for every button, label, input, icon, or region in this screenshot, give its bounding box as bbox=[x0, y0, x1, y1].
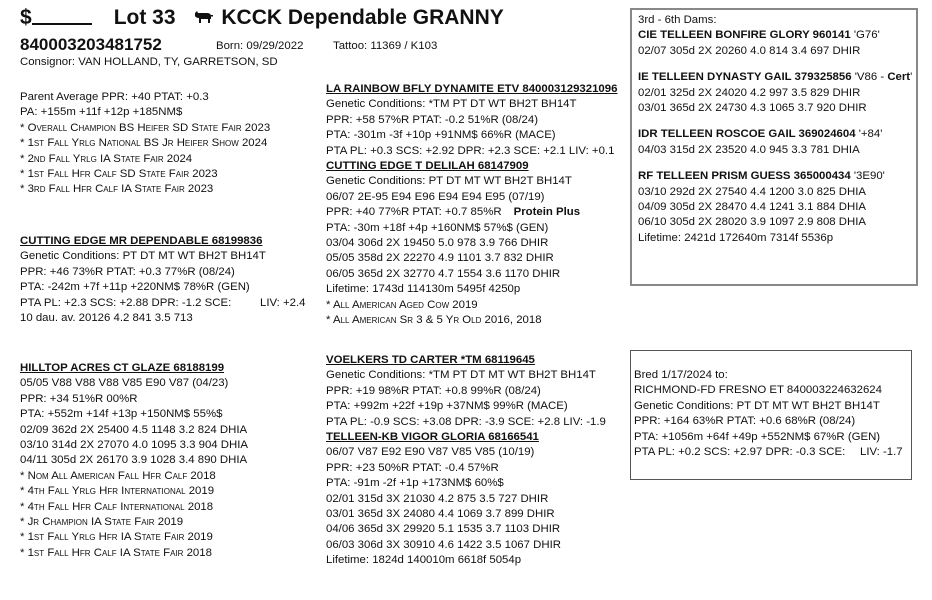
granddam2-line: 04/06 365d 3X 29920 5.1 1535 3.7 1103 DHIR bbox=[326, 523, 561, 536]
dam-line: 04/11 305d 2X 26170 3.9 1028 3.4 890 DHIA bbox=[20, 454, 248, 467]
dam-name-text: RF TELLEEN PRISM GUESS 365000434 bbox=[638, 170, 851, 183]
award-line: * 4th Fall Yrlg Hfr International 2019 bbox=[20, 485, 215, 498]
granddam-line bbox=[326, 205, 617, 220]
sire-liv: LIV: +2.4 bbox=[260, 296, 306, 309]
bred-line: PPR: +164 63%R PTAT: +0.6 68%R (08/24) bbox=[634, 415, 856, 428]
parent-average-block bbox=[20, 90, 270, 198]
grandsire2-line: Genetic Conditions: *TM PT DT MT WT BH2T BH14T bbox=[326, 369, 596, 382]
bred-box bbox=[630, 350, 912, 480]
award-line: * Nom All American Fall Hfr Calf 2018 bbox=[20, 469, 216, 482]
dam-entry-name bbox=[638, 169, 916, 184]
grandsire-name: LA RAINBOW BFLY DYNAMITE ETV 840003129321096 bbox=[326, 83, 618, 95]
dam-name-text: IDR TELLEEN ROSCOE GAIL 369024604 bbox=[638, 128, 856, 141]
award-line: * Overall Champion BS Heifer SD State Fair 2023 bbox=[20, 121, 271, 134]
granddam-line: 05/05 358d 2X 22270 4.9 1101 3.7 832 DHIR bbox=[326, 252, 554, 265]
bred-line: PTA: +1056m +64f +49p +552NM$ 67%R (GEN) bbox=[634, 430, 881, 443]
lot-number: Lot 33 bbox=[113, 6, 176, 29]
dam-entry-name bbox=[638, 127, 916, 142]
granddam2-line: PTA: -91m -2f +1p +173NM$ 60%$ bbox=[326, 477, 504, 490]
grandsire-block bbox=[326, 82, 617, 329]
dam-entry-line: 06/10 305d 2X 28020 3.9 1097 2.9 808 DHIA bbox=[638, 216, 866, 229]
price-symbol: $ bbox=[20, 6, 32, 29]
granddam-line: Genetic Conditions: PT DT MT WT BH2T BH14T bbox=[326, 175, 572, 188]
dam-name-text: CIE TELLEEN BONFIRE GLORY 960141 bbox=[638, 29, 851, 42]
dam-entry-line: 03/01 365d 2X 24730 4.3 1065 3.7 920 DHIR bbox=[638, 102, 867, 115]
dam-block bbox=[20, 361, 248, 561]
dams-box bbox=[630, 8, 918, 286]
price-blank bbox=[32, 6, 92, 25]
dam-line: 05/05 V88 V88 V88 V85 E90 V87 (04/23) bbox=[20, 377, 229, 390]
dam-score-end: ' bbox=[910, 71, 913, 84]
award-line: * 2nd Fall Yrlg IA State Fair 2024 bbox=[20, 152, 193, 165]
dam-line: PTA: +552m +14f +13p +150NM$ 55%$ bbox=[20, 408, 223, 421]
sire-line: 10 dau. av. 20126 4.2 841 3.5 713 bbox=[20, 312, 193, 325]
granddam-line: PTA: -30m +18f +4p +160NM$ 57%$ (GEN) bbox=[326, 221, 549, 234]
grandsire-line: PTA PL: +0.3 SCS: +2.92 DPR: +2.3 SCE: +2.1 LIV: +0.1 bbox=[326, 144, 615, 157]
granddam-line: Lifetime: 1743d 114130m 5495f 4250p bbox=[326, 283, 521, 296]
dam-entry-name bbox=[638, 28, 916, 43]
protein-plus-badge: Protein Plus bbox=[513, 206, 581, 219]
dam-name: HILLTOP ACRES CT GLAZE 68188199 bbox=[20, 362, 225, 374]
dam-entry-line: Lifetime: 2421d 172640m 7314f 5536p bbox=[638, 231, 834, 244]
granddam2-line: 03/01 365d 3X 24080 4.4 1069 3.7 899 DHIR bbox=[326, 508, 555, 521]
bred-pta-pl: PTA PL: +0.2 SCS: +2.97 DPR: -0.3 SCE: bbox=[634, 446, 846, 459]
award-line: * All American Sr 3 & 5 Yr Old 2016, 2018 bbox=[326, 314, 542, 327]
tattoo: Tattoo: 11369 / K103 bbox=[333, 40, 438, 52]
granddam2-line: 06/07 V87 E92 E90 V87 V85 V85 (10/19) bbox=[326, 446, 535, 459]
dam-entry-line: 02/07 305d 2X 20260 4.0 814 3.4 697 DHIR bbox=[638, 44, 861, 57]
award-line: * 3rd Fall Hfr Calf IA State Fair 2023 bbox=[20, 183, 214, 196]
dam-score: '3E90' bbox=[853, 170, 885, 183]
dam-score: '+84' bbox=[858, 128, 883, 141]
dam-score: 'G76' bbox=[853, 29, 880, 42]
bred-line: Genetic Conditions: PT DT MT WT BH2T BH14T bbox=[634, 399, 880, 412]
grandsire-line: PTA: -301m -3f +10p +91NM$ 66%R (MACE) bbox=[326, 129, 556, 142]
bred-line: RICHMOND-FD FRESNO ET 840003224632624 bbox=[634, 384, 882, 397]
dam-line: 02/09 362d 2X 25400 4.5 1148 3.2 824 DHIA bbox=[20, 423, 248, 436]
dam-name-text: IE TELLEEN DYNASTY GAIL 379325856 bbox=[638, 71, 852, 84]
dam-line: 03/10 314d 2X 27070 4.0 1095 3.3 904 DHIA bbox=[20, 439, 248, 452]
dam-entry-line: 03/10 292d 2X 27540 4.4 1200 3.0 825 DHIA bbox=[638, 185, 866, 198]
granddam-line: 06/07 2E-95 E94 E96 E94 E94 E95 (07/19) bbox=[326, 190, 545, 203]
grandsire2-name: VOELKERS TD CARTER *TM 68119645 bbox=[326, 354, 535, 366]
grandsire2-line: PTA PL: -0.9 SCS: +3.08 DPR: -3.9 SCE: +2.8 LIV: -1.9 bbox=[326, 415, 606, 428]
consignor: Consignor: VAN HOLLAND, TY, GARRETSON, SD bbox=[20, 56, 278, 68]
award-line: * Jr Champion IA State Fair 2019 bbox=[20, 516, 184, 529]
bred-liv: LIV: -1.7 bbox=[860, 446, 903, 459]
grandsire-line: PPR: +58 57%R PTAT: -0.2 51%R (08/24) bbox=[326, 113, 538, 126]
dam-entry-name bbox=[638, 70, 916, 85]
sire-line: Genetic Conditions: PT DT MT WT BH2T BH14T bbox=[20, 250, 266, 263]
registration-number: 840003203481752 bbox=[20, 35, 162, 54]
dam-line: PPR: +34 51%R 00%R bbox=[20, 392, 138, 405]
granddam2-line: 02/01 315d 3X 21030 4.2 875 3.5 727 DHIR bbox=[326, 492, 549, 505]
grandsire2-block bbox=[326, 353, 606, 569]
granddam2-line: Lifetime: 1824d 140010m 6618f 5054p bbox=[326, 554, 522, 567]
cow-icon bbox=[193, 10, 213, 24]
grandsire-line: Genetic Conditions: *TM PT DT WT BH2T BH14T bbox=[326, 98, 577, 111]
award-line: * 1st Fall Hfr Calf IA State Fair 2018 bbox=[20, 546, 212, 559]
dam-entry-line: 02/01 325d 2X 24020 4.2 997 3.5 829 DHIR bbox=[638, 86, 861, 99]
sire-line bbox=[20, 296, 306, 311]
bred-line bbox=[634, 445, 911, 460]
award-line: * 1st Fall Yrlg Hfr IA State Fair 2019 bbox=[20, 531, 213, 544]
granddam-line: 03/04 306d 2X 19450 5.0 978 3.9 766 DHIR bbox=[326, 237, 549, 250]
cert-badge: Cert bbox=[887, 71, 911, 84]
granddam-line: 06/05 365d 2X 32770 4.7 1554 3.6 1170 DHIR bbox=[326, 267, 561, 280]
granddam2-name: TELLEEN-KB VIGOR GLORIA 68166541 bbox=[326, 431, 539, 444]
dam-score: 'V86 - bbox=[854, 71, 888, 84]
sire-line: PPR: +46 73%R PTAT: +0.3 77%R (08/24) bbox=[20, 265, 235, 278]
dam-entry-line: 04/09 305d 2X 28470 4.4 1241 3.1 884 DHIA bbox=[638, 201, 866, 214]
dams-box-title: 3rd - 6th Dams: bbox=[638, 14, 717, 26]
lot-header bbox=[20, 6, 504, 30]
granddam-ppr: PPR: +40 77%R PTAT: +0.7 85%R bbox=[326, 206, 502, 219]
granddam-name: CUTTING EDGE T DELILAH 68147909 bbox=[326, 160, 529, 173]
parent-average-line: PA: +155m +11f +12p +185NM$ bbox=[20, 106, 183, 119]
grandsire2-line: PTA: +992m +22f +19p +37NM$ 99%R (MACE) bbox=[326, 400, 568, 413]
sire-pta-pl: PTA PL: +2.3 SCS: +2.88 DPR: -1.2 SCE: bbox=[20, 296, 232, 309]
award-line: * All American Aged Cow 2019 bbox=[326, 298, 478, 311]
animal-name: KCCK Dependable GRANNY bbox=[221, 6, 504, 29]
award-line: * 1st Fall Hfr Calf SD State Fair 2023 bbox=[20, 168, 218, 181]
award-line: * 1st Fall Yrlg National BS Jr Heifer Show 2024 bbox=[20, 137, 268, 150]
dam-entry-line: 04/03 315d 2X 23520 4.0 945 3.3 781 DHIA bbox=[638, 143, 860, 156]
grandsire2-line: PPR: +19 98%R PTAT: +0.8 99%R (08/24) bbox=[326, 384, 541, 397]
award-line: * 4th Fall Hfr Calf International 2018 bbox=[20, 500, 214, 513]
sire-name: CUTTING EDGE MR DEPENDABLE 68199836 bbox=[20, 235, 263, 247]
birth-date: Born: 09/29/2022 bbox=[216, 40, 304, 52]
granddam2-line: 06/03 306d 3X 30910 4.6 1422 3.5 1067 DHIR bbox=[326, 538, 561, 551]
sire-line: PTA: -242m +7f +11p +220NM$ 78%R (GEN) bbox=[20, 281, 250, 294]
granddam2-line: PPR: +23 50%R PTAT: -0.4 57%R bbox=[326, 461, 499, 474]
parent-average-line: Parent Average PPR: +40 PTAT: +0.3 bbox=[20, 91, 209, 103]
sire-block bbox=[20, 234, 306, 326]
bred-line: Bred 1/17/2024 to: bbox=[634, 369, 728, 381]
